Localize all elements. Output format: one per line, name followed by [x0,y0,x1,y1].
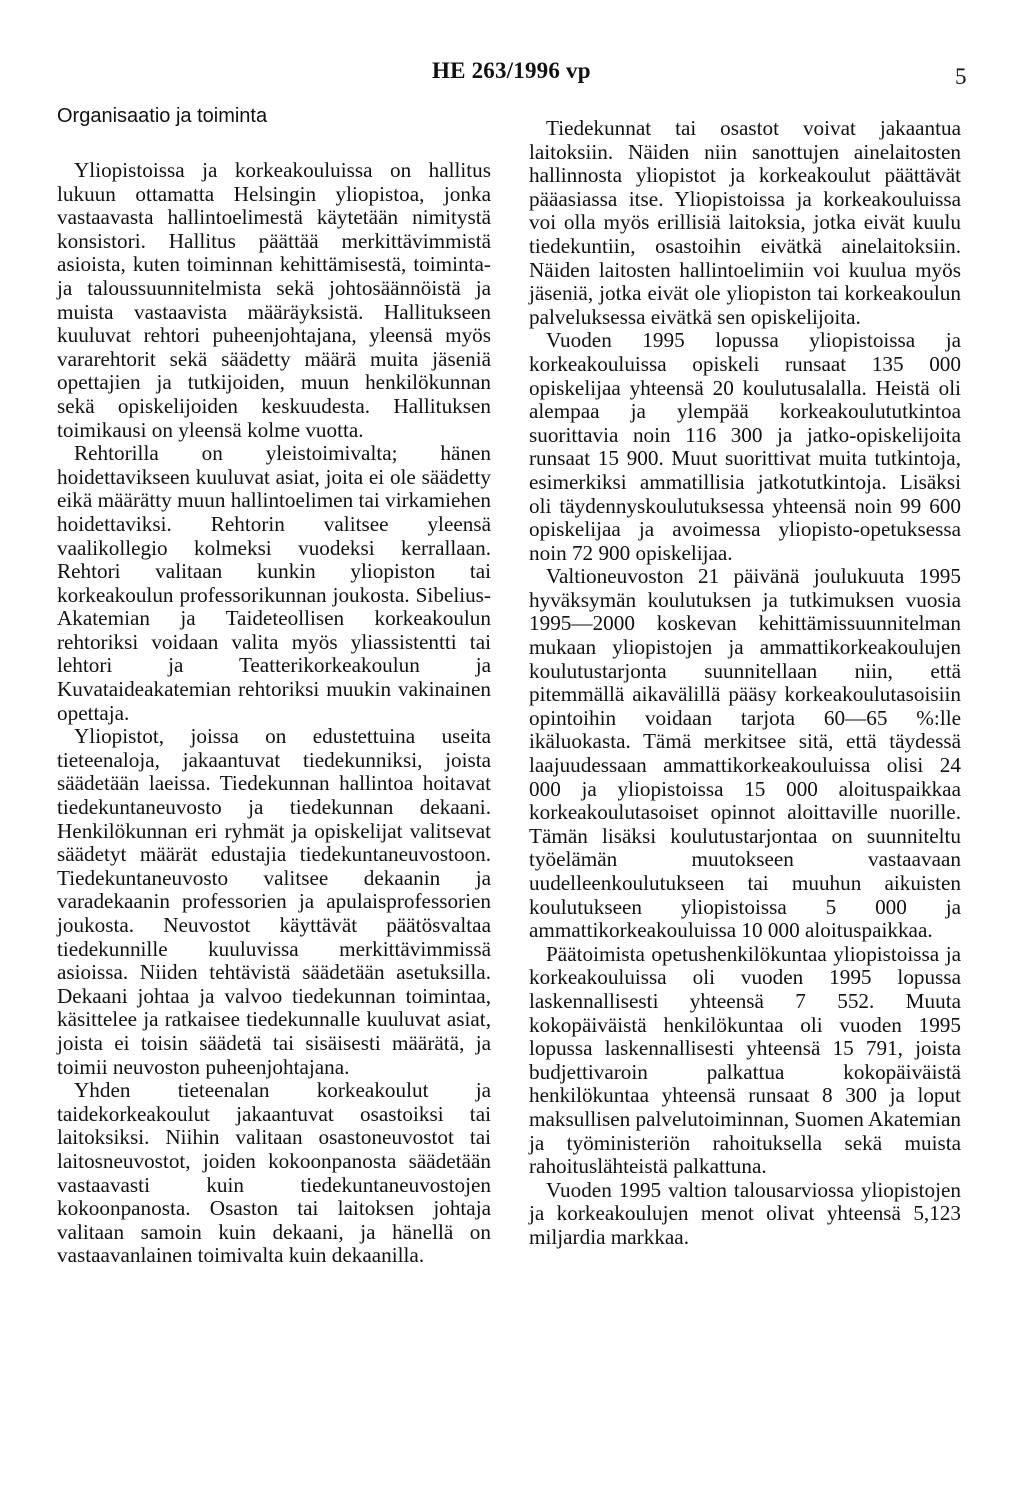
right-column [529,117,961,1250]
left-column [57,104,491,1268]
paragraph-kehittamissuunnitelma: Valtioneuvoston 21 päivänä joulukuuta 1995 hyväksymän koulutuksen ja tutkimuksen vuosia 1995—2000 koskevan kehittämissuunnitelman mukaan yliopistojen ja ammattikorkeakoulujen koulutustarjonta suunnitellaan niin, että pitemmällä aikavälillä pääsy korkeakoulutasoisiin opintoihin voidaan tarjota 60—65 %:lle ikäluokasta. Tämä merkitsee sitä, että täydessä laajuudessaan ammattikorkeakouluissa olisi 24 000 ja yliopistoissa 15 000 aloituspaikkaa korkeakoulutasoiset opinnot aloittaville nuorille. Tämän lisäksi koulutustarjontaa on suunniteltu työelämän muutokseen vastaavaan uudelleenkoulutukseen tai muuhun aikuisten koulutukseen yliopistoissa 5 000 ja ammattikorkeakouluissa 10 000 aloituspaikkaa. [529,564,961,943]
paragraph-laitokset: Tiedekunnat tai osastot voivat jakaantua laitoksiin. Näiden niin sanottujen ainelaitosten hallinnosta yliopistot ja korkeakoulut päättävät pääasiassa itse. Yliopistoissa ja korkeakouluissa voi olla myös erillisiä laitoksia, jotka eivät kuulu tiedekuntiin, osastoihin eivätkä ainelaitoksiin. Näiden laitosten hallintoelimiin voi kuulua myös jäseniä, jotka eivät ole yliopiston tai korkeakoulun palveluksessa eivätkä sen opiskelijoita. [529,116,961,329]
paragraph-rehtori: Rehtorilla on yleistoimivalta; hänen hoidettavikseen kuuluvat asiat, joita ei ole säädetty eikä määrätty muun hallintoelimen tai virkamiehen hoidettaviksi. Rehtorin valitsee yleensä vaalikollegio kolmeksi vuodeksi kerrallaan. Rehtori valitaan kunkin yliopiston tai korkeakoulun professorikunnan joukosta. Sibelius-Akatemian ja Taideteollisen korkeakoulun rehtoriksi voidaan valita myös yliassistentti tai lehtori ja Teatterikorkeakoulun ja Kuvataideakatemian rehtoriksi muukin vakinainen opettaja. [57,441,491,725]
paragraph-hallitus: Yliopistoissa ja korkeakouluissa on hallitus lukuun ottamatta Helsingin yliopistoa, jonka vastaavasta hallintoelimestä käytetään nimitystä konsistori. Hallitus päättää merkittävimmistä asioista, kuten toiminnan kehittämisestä, toiminta- ja taloussuunnitelmista sekä johtosäännöistä ja muista vastaavista määräyksistä. Hallitukseen kuuluvat rehtori puheenjohtajana, yleensä myös vararehtorit sekä säädetty määrä muita jäseniä opettajien ja tutkijoiden, muun henkilökunnan sekä opiskelijoiden keskuudesta. Hallituksen toimikausi on yleensä kolme vuotta. [57,158,491,442]
paragraph-tiedekunnat: Yliopistot, joissa on edustettuina useita tieteenaloja, jakaantuvat tiedekunniksi, joista säädetään laeissa. Tiedekunnan hallintoa hoitavat tiedekuntaneuvosto ja tiedekunnan dekaani. Henkilökunnan eri ryhmät ja opiskelijat valitsevat säädetyt määrät edustajia tiedekuntaneuvostoon. Tiedekuntaneuvosto valitsee dekaanin ja varadekaanin professorien ja apulaisprofessorien joukosta. Neuvostot käyttävät päätösvaltaa tiedekunnille kuuluvissa merkittävimmissä asioissa. Niiden tehtävistä säädetään asetuksilla. Dekaani johtaa ja valvoo tiedekunnan toimintaa, käsittelee ja ratkaisee tiedekunnalle kuuluvat asiat, joista ei toisin säädetä tai sisäisesti määrätä, ja toimii neuvoston puheenjohtajana. [57,724,491,1079]
page-number: 5 [955,64,967,89]
paragraph-henkilokunta: Päätoimista opetushenkilökuntaa yliopistoissa ja korkeakouluissa oli vuoden 1995 lopussa laskennallisesti yhteensä 7 552. Muuta kokopäiväistä henkilökuntaa oli vuoden 1995 lopussa laskennallisesti yhteensä 15 791, joista budjettivaroin palkattua kokopäiväistä henkilökuntaa yhteensä runsaat 8 300 ja loput maksullisen palvelutoiminnan, Suomen Akatemian ja työministeriön rahoituksella sekä muista rahoituslähteistä palkattuna. [529,941,961,1179]
paragraph-talousarvio: Vuoden 1995 valtion talousarviossa yliopistojen ja korkeakoulujen menot olivat yhteensä 5,123 miljardia markkaa. [529,1177,961,1249]
running-header [0,58,1024,98]
paragraph-opiskelijat: Vuoden 1995 lopussa yliopistoissa ja korkeakouluissa opiskeli runsaat 135 000 opiskelijaa yhteensä 20 koulutusalalla. Heistä oli alempaa ja ylempää korkeakoulututkintoa suorittavia noin 116 300 ja jatko-opiskelijoita runsaat 15 900. Muut suorittivat muita tutkintoja, esimerkiksi ammatillisia jatkotutkintoja. Lisäksi oli täydennyskoulutuksessa yhteensä noin 99 600 opiskelijaa ja avoimessa yliopisto-opetuksessa noin 72 900 opiskelijaa. [529,328,961,565]
section-heading: Organisaatio ja toiminta [57,105,268,127]
document-id: HE 263/1996 vp [432,58,591,83]
paragraph-osastot: Yhden tieteenalan korkeakoulut ja taidekorkeakoulut jakaantuvat osastoiksi tai laitoksiksi. Niihin valitaan osastoneuvostot tai laitosneuvostot, joiden kokoonpanosta säädetään vastaavasti kuin tiedekuntaneuvostojen kokoonpanosta. Osaston tai laitoksen johtaja valitaan samoin kuin dekaani, ja hänellä on vastaavanlainen toimivalta kuin dekaanilla. [57,1078,491,1268]
